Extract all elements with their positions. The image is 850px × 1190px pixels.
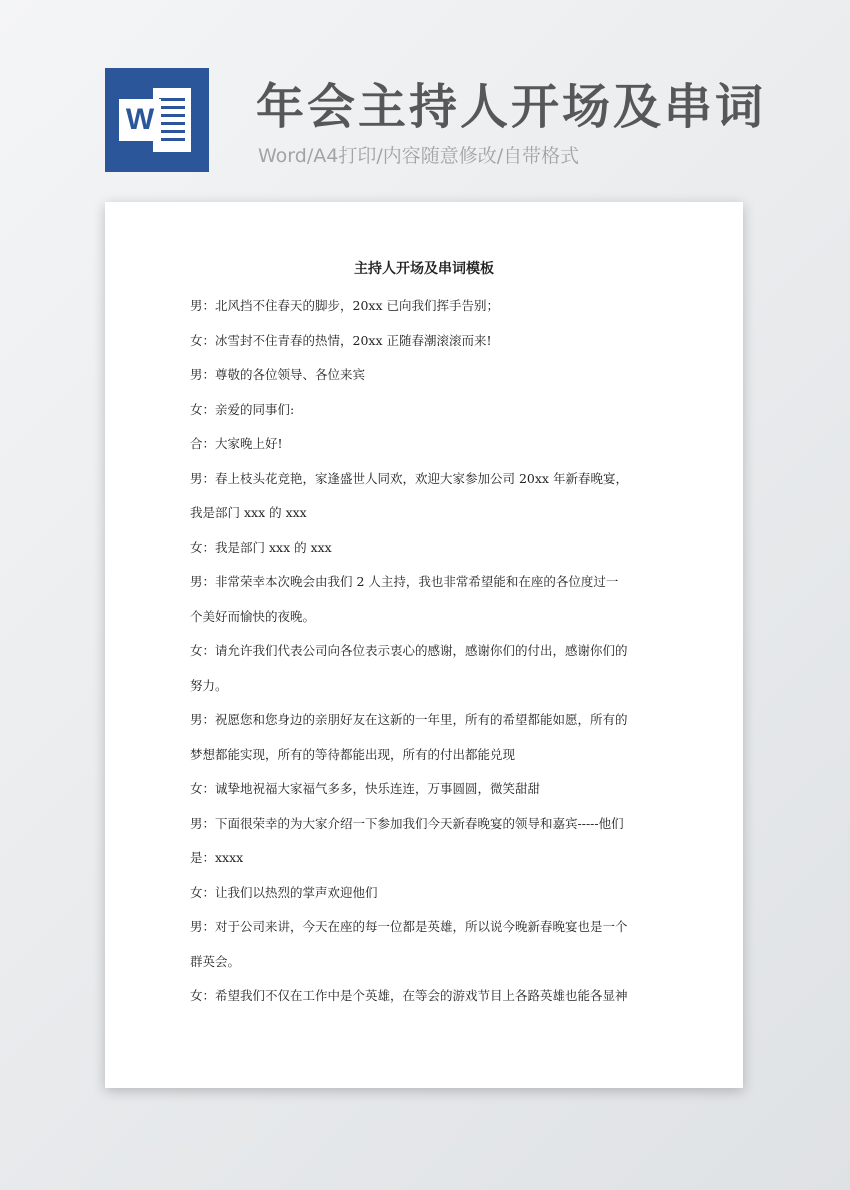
word-logo-icon xyxy=(105,68,209,172)
text-line: 男：非常荣幸本次晚会由我们 2 人主持，我也非常希望能和在座的各位度过一 xyxy=(190,574,619,589)
text-line: 女：我是部门 xxx 的 xxx xyxy=(190,539,332,555)
text-line: 男：春上枝头花竞艳，家逢盛世人同欢，欢迎大家参加公司 20xx 年新春晚宴， xyxy=(190,470,628,486)
text-line: 男：北风挡不住春天的脚步，20xx 已向我们挥手告别； xyxy=(190,298,499,313)
text-line: 女：冰雪封不住青春的热情，20xx 正随春潮滚滚而来! xyxy=(190,332,492,348)
text-line: 个美好而愉快的夜晚。 xyxy=(190,608,316,624)
text-line: 女：亲爱的同事们: xyxy=(190,401,295,417)
text-line: 男：下面很荣幸的为大家介绍一下参加我们今天新春晚宴的领导和嘉宾-----他们 xyxy=(190,815,624,831)
text-line: 女：希望我们不仅在工作中是个英雄，在等会的游戏节目上各路英雄也能各显神 xyxy=(190,988,628,1003)
text-line: 我是部门 xxx 的 xxx xyxy=(190,505,307,520)
text-line: 努力。 xyxy=(190,677,228,693)
text-line: 是：xxxx xyxy=(190,850,244,865)
text-line: 男：对于公司来讲，今天在座的每一位都是英雄，所以说今晚新春晚宴也是一个 xyxy=(190,919,628,934)
document-page xyxy=(105,202,743,1088)
text-line: 男：尊敬的各位领导、各位来宾 xyxy=(190,367,366,382)
text-line: 合：大家晚上好! xyxy=(190,436,283,451)
text-line: 女：请允许我们代表公司向各位表示衷心的感谢，感谢你们的付出，感谢你们的 xyxy=(190,643,628,658)
text-line: 梦想都能实现，所有的等待都能出现，所有的付出都能兑现 xyxy=(190,746,516,762)
page-title: 年会主持人开场及串词 xyxy=(256,79,767,135)
text-line: 女：诚挚地祝福大家福气多多，快乐连连，万事圆圆，微笑甜甜 xyxy=(190,781,541,796)
document-body xyxy=(190,296,660,1021)
page-subtitle: Word/A4打印/内容随意修改/自带格式 xyxy=(258,145,580,167)
word-letter-badge: W xyxy=(119,99,161,141)
text-line: 男：祝愿您和您身边的亲朋好友在这新的一年里，所有的希望都能如愿，所有的 xyxy=(190,712,628,727)
text-line: 女：让我们以热烈的掌声欢迎他们 xyxy=(190,884,378,900)
document-title: 主持人开场及串词模板 xyxy=(354,261,494,277)
text-line: 群英会。 xyxy=(190,953,241,969)
header xyxy=(0,0,850,200)
